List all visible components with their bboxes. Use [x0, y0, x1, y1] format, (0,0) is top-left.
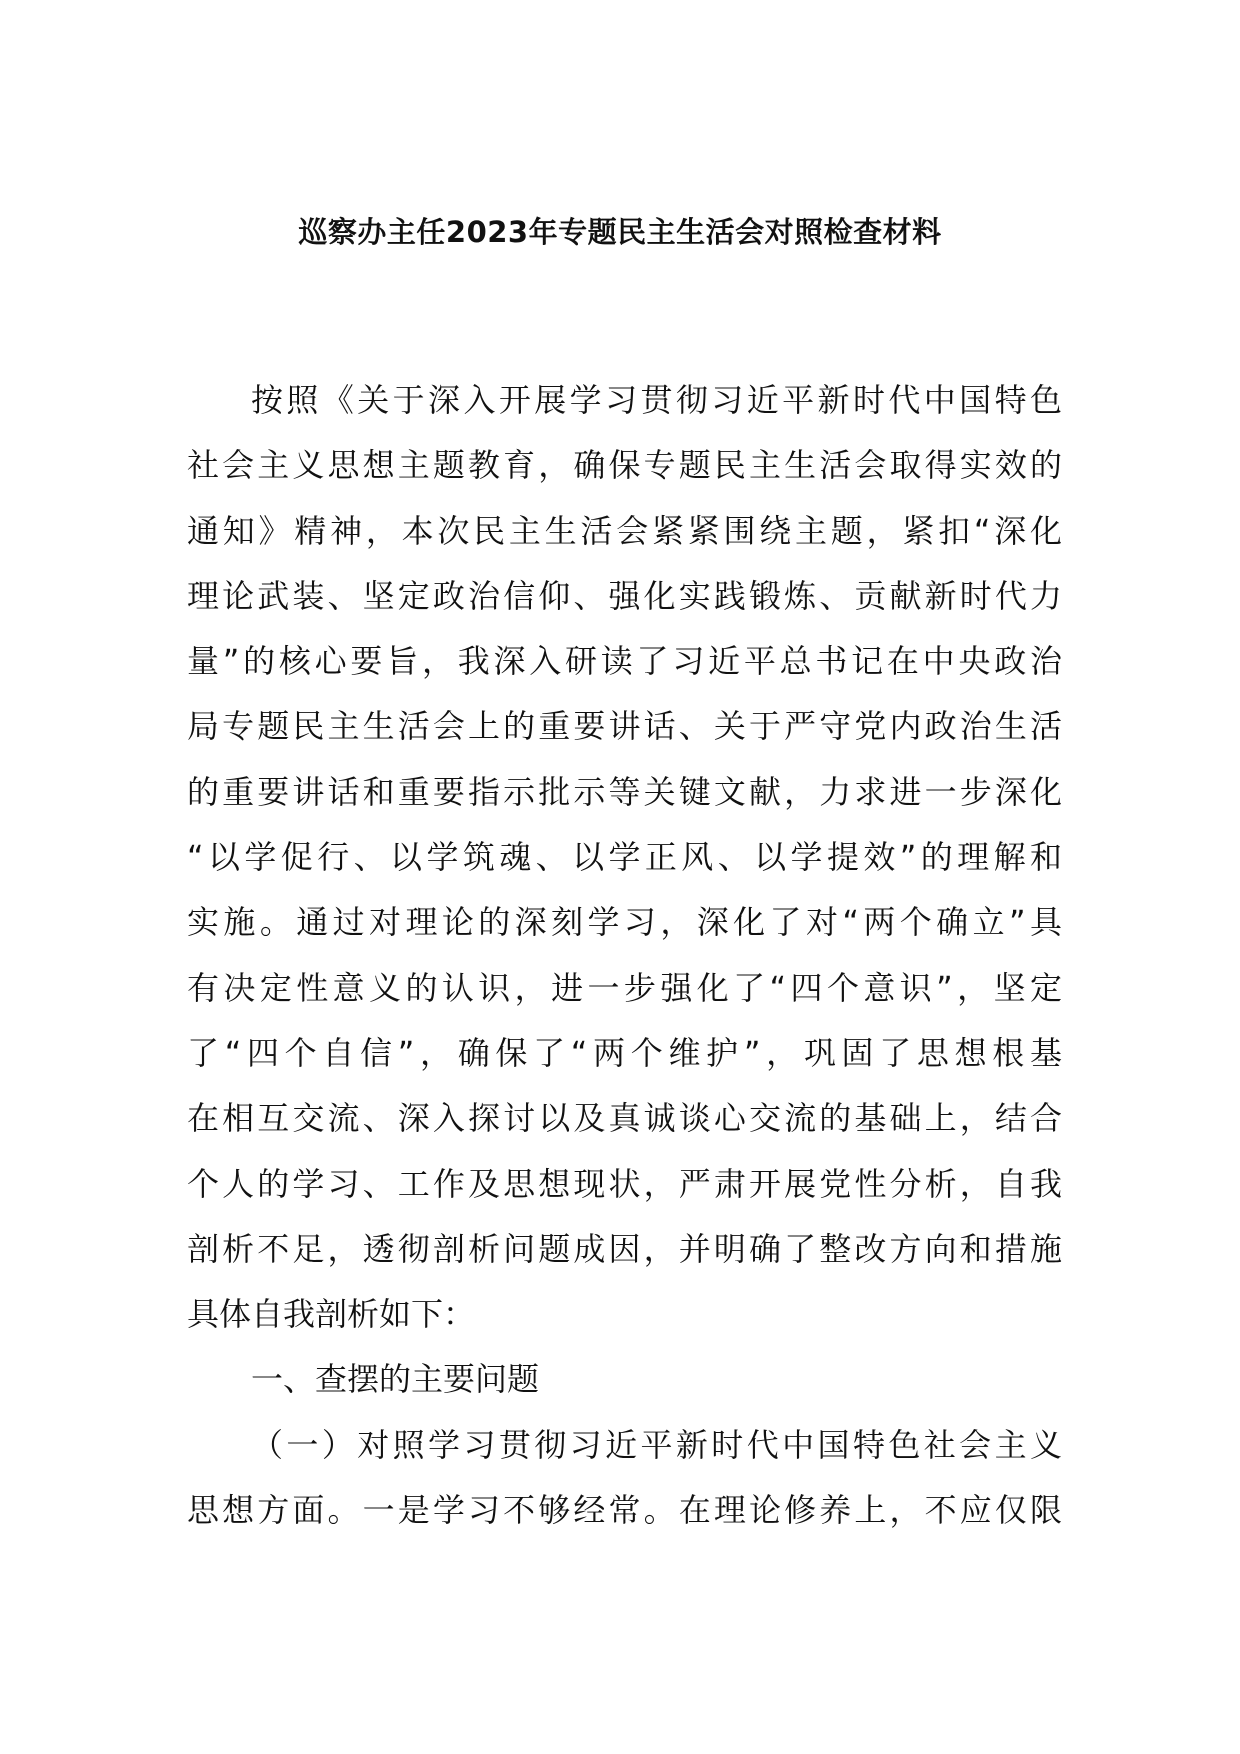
body-line-9: 实施。通过对理论的深刻学习，深化了对“两个确立”具: [187, 903, 1062, 942]
body-line-15: 具体自我剖析如下：: [187, 1295, 476, 1334]
body-line-5: 量”的核心要旨，我深入研读了习近平总书记在中央政治: [187, 642, 1062, 681]
body-line-6: 局专题民主生活会上的重要讲话、关于严守党内政治生活: [187, 707, 1062, 746]
document-body: [187, 368, 1062, 1543]
body-line-11: 了“四个自信”，确保了“两个维护”，巩固了思想根基: [187, 1033, 1062, 1072]
subsection-heading-line: （一）对照学习贯彻习近平新时代中国特色社会主义: [251, 1425, 1062, 1464]
body-line-14: 剖析不足，透彻剖析问题成因，并明确了整改方向和措施: [187, 1229, 1062, 1268]
body-line-10: 有决定性意义的认识，进一步强化了“四个意识”，坚定: [187, 968, 1062, 1007]
body-line-3: 通知》精神，本次民主生活会紧紧围绕主题，紧扣“深化: [187, 511, 1062, 550]
body-line-13: 个人的学习、工作及思想现状，严肃开展党性分析，自我: [187, 1164, 1062, 1203]
body-line-18: 思想方面。一是学习不够经常。在理论修养上，不应仅限: [187, 1491, 1062, 1530]
body-line-1: 按照《关于深入开展学习贯彻习近平新时代中国特色: [251, 381, 1062, 419]
body-line-4: 理论武装、坚定政治信仰、强化实践锻炼、贡献新时代力: [187, 576, 1062, 615]
body-line-8: “以学促行、以学筑魂、以学正风、以学提效”的理解和: [187, 838, 1062, 877]
body-line-7: 的重要讲话和重要指示批示等关键文献，力求进一步深化: [187, 772, 1062, 811]
body-line-2: 社会主义思想主题教育，确保专题民主生活会取得实效的: [187, 446, 1062, 485]
document-title: 巡察办主任2023年专题民主生活会对照检查材料: [298, 215, 942, 249]
section-heading: 一、查摆的主要问题: [251, 1360, 540, 1399]
body-line-12: 在相互交流、深入探讨以及真诚谈心交流的基础上，结合: [187, 1099, 1062, 1138]
